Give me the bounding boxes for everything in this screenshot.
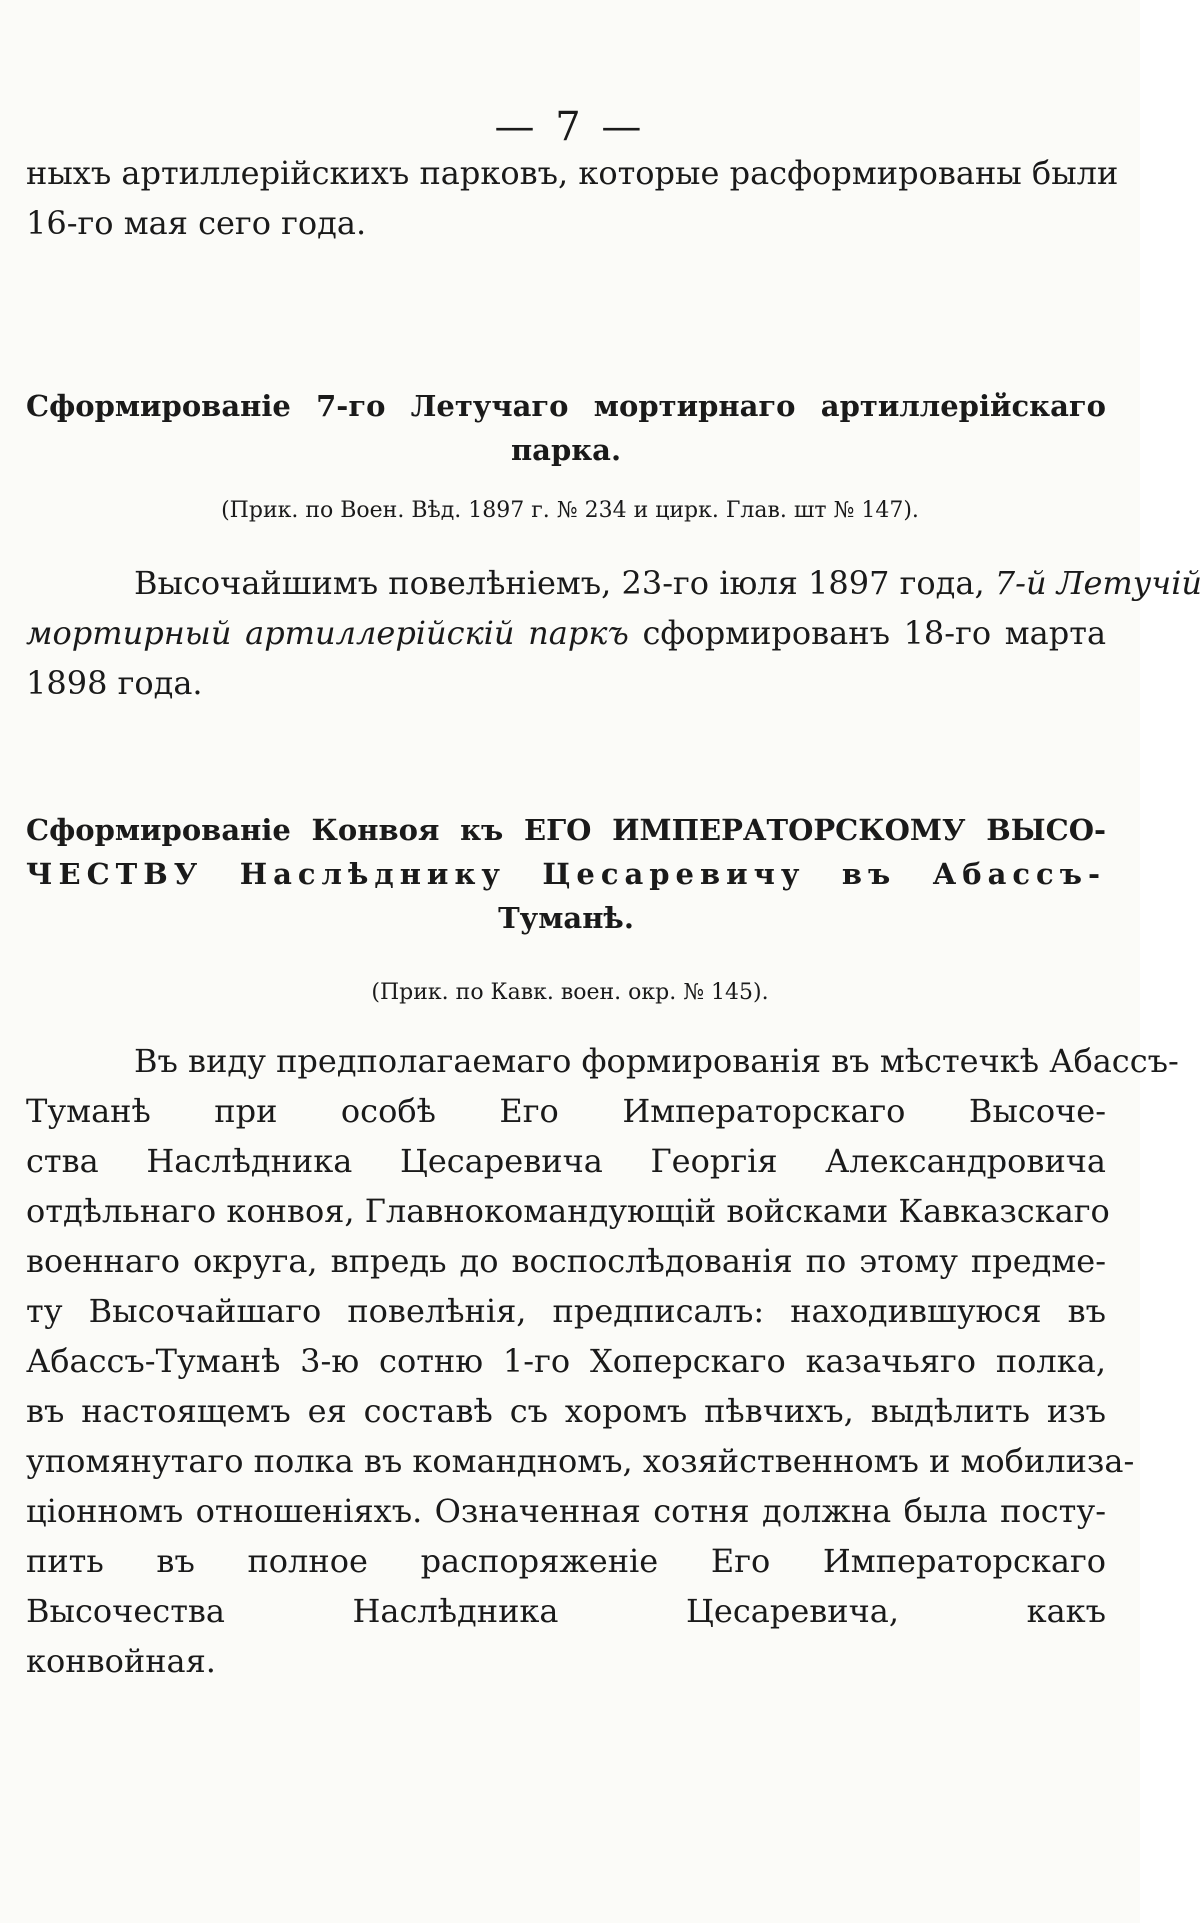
intro-line-2: 16-го мая сего года. <box>26 204 367 242</box>
section1-body-line-2 <box>26 608 1106 658</box>
section1-body <box>26 558 1202 708</box>
section2-body-line-2: Туманѣ при особѣ Его Императорскаго Высоче- <box>26 1092 1106 1130</box>
intro-line-1: ныхъ артиллерійскихъ парковъ, которые расформированы были <box>26 154 1119 192</box>
section1-body-line-3: 1898 года. <box>26 664 203 702</box>
section1-body-line-2-italic: мортирный артиллерійскій паркъ <box>26 614 629 652</box>
section2-body-line-4: отдѣльнаго конвоя, Главнокомандующій войсками Кавказскаго <box>26 1192 1110 1230</box>
section2-heading-line-1: Сформированіе Конвоя къ ЕГО ИМПЕРАТОРСКОМУ ВЫСО- <box>26 813 1106 847</box>
section1-body-line-1-text: Высочайшимъ повелѣніемъ, 23-го іюля 1897 года, <box>134 564 985 602</box>
section1-reference: (Прик. по Воен. Вѣд. 1897 г. № 234 и цирк. Глав. шт № 147). <box>221 498 919 523</box>
section2-body <box>26 1036 1179 1686</box>
section2-body-line-12: Высочества Наслѣдника Цесаревича, какъ <box>26 1592 1106 1630</box>
section2-body-line-3: ства Наслѣдника Цесаревича Георгія Александровича <box>26 1142 1106 1180</box>
intro-paragraph <box>26 148 1119 248</box>
section1-body-line-2-text: сформированъ 18-го марта <box>642 614 1107 652</box>
section2-body-line-13: конвойная. <box>26 1642 216 1680</box>
section2-body-line-5: военнаго округа, впредь до воспослѣдованія по этому предме- <box>26 1242 1106 1280</box>
section2-body-line-6: ту Высочайшаго повелѣнія, предписалъ: находившуюся въ <box>26 1292 1106 1330</box>
section2-body-line-7: Абассъ-Туманѣ 3-ю сотню 1-го Хоперскаго казачьяго полка, <box>26 1342 1106 1380</box>
section2-heading-line-2: ЧЕСТВУ Наслѣднику Цесаревичу въ Абассъ- <box>26 857 1106 891</box>
section2-body-line-8: въ настоящемъ ея составѣ съ хоромъ пѣвчихъ, выдѣлить изъ <box>26 1392 1106 1430</box>
section2-reference: (Прик. по Кавк. воен. окр. № 145). <box>371 980 769 1005</box>
section1-body-line-1-italic: 7-й Летучій <box>994 564 1202 602</box>
section2-body-line-10: ціонномъ отношеніяхъ. Означенная сотня должна была посту- <box>26 1492 1106 1530</box>
section1-heading <box>26 384 1106 472</box>
page-number: — 7 — <box>494 104 646 150</box>
section1-heading-line-2: парка. <box>510 433 622 467</box>
section2-heading <box>26 808 1106 940</box>
section1-body-line-1 <box>26 558 1202 608</box>
section2-heading-line-3: Туманѣ. <box>498 901 634 935</box>
section2-body-line-1: Въ виду предполагаемаго формированія въ мѣстечкѣ Абассъ- <box>134 1042 1179 1080</box>
section2-body-line-11: пить въ полное распоряженіе Его Императорскаго <box>26 1542 1106 1580</box>
section1-heading-line-1: Сформированіе 7-го Летучаго мортирнаго артиллерійскаго <box>26 389 1106 423</box>
section2-body-line-9: упомянутаго полка въ командномъ, хозяйственномъ и мобилиза- <box>26 1442 1135 1480</box>
